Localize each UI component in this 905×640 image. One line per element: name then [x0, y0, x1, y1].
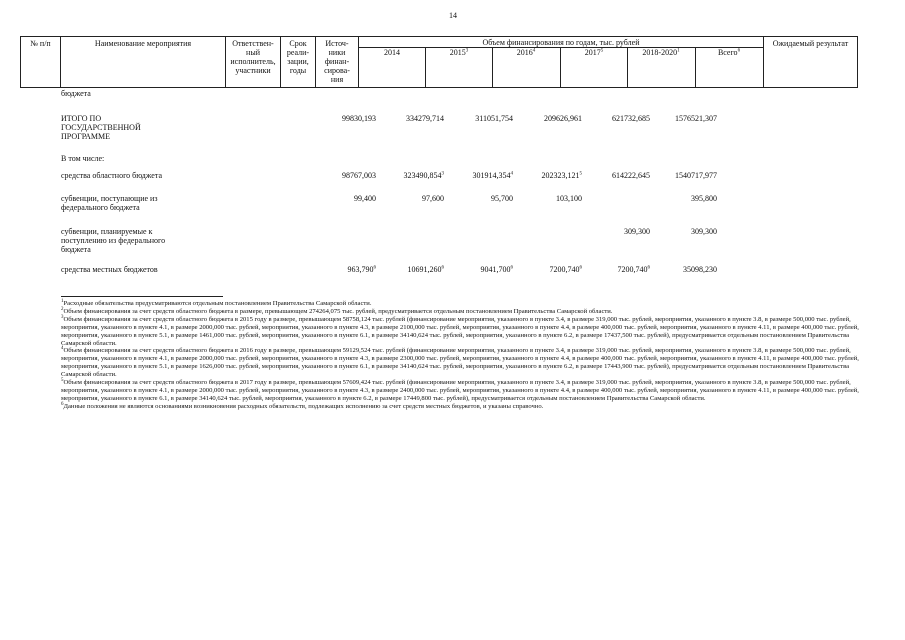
row-value: 10691,260$^6$: [407, 265, 444, 274]
header-year: 2018-2020$^1$: [642, 48, 680, 57]
header-term: Срок реали- зации, годы: [286, 39, 310, 75]
row-value: 97,600: [422, 194, 444, 203]
row-label: средства областного бюджета: [61, 171, 162, 180]
row-label: бюджета: [61, 89, 91, 98]
header-year: 2017$^5$: [584, 48, 604, 57]
row-value: 621732,685: [612, 114, 650, 123]
header-num: № п/п: [30, 39, 51, 48]
header-responsible: Ответствен- ный исполнитель, участники: [230, 39, 276, 75]
footnote-divider: [61, 296, 223, 297]
header-result: Ожидаемый результат: [772, 39, 849, 48]
row-value: 99830,193: [342, 114, 376, 123]
row-value: 395,800: [691, 194, 717, 203]
header-name: Наименование мероприятия: [94, 39, 192, 48]
header-year: 2014: [384, 48, 400, 57]
row-value: 334279,714: [406, 114, 444, 123]
row-value: 301914,354$^4$: [472, 171, 513, 180]
row-value: 209626,961: [544, 114, 582, 123]
row-value: 309,300: [691, 227, 717, 236]
row-value: 323490,854$^3$: [403, 171, 444, 180]
row-value: 35098,230: [683, 265, 717, 274]
row-label: В том числе:: [61, 154, 105, 163]
footnote: $^5$Объем финансирования за счет средств областного бюджета в 2017 году в размере, превышающем 57609,424 тыс. рублей (финансирование мероприятия, указанного в пункте 3.4, в размере 319,000 тыс. рублей, мероприятия, указанного в пункте 3.8, в размере 500,000 тыс. рублей, мероприятия, указанного в пункте 4.1, в размере 2000,000 тыс. рублей, мероприятия, указанного в пункте 4.3, в размере 2400,000 тыс. рублей, мероприятия, указанного в пункте 4.4, в размере 400,000 тыс. рублей, мероприятия, указанного в пункте 4.11, в размере 400,000 тыс. рублей, мероприятия, указанного в пункте 6.1, в размере 34140,624 тыс. рублей, мероприятия, указанного в пункте 6.2, в размере 17449,800 тыс. рублей), предусматривается отдельным постановлением Правительства Самарской области.: [61, 377, 859, 402]
row-value: 95,700: [491, 194, 513, 203]
row-value: 1576521,307: [675, 114, 717, 123]
row-label: ИТОГО ПО ГОСУДАРСТВЕННОЙ ПРОГРАММЕ: [61, 114, 141, 141]
row-value: 202323,121$^5$: [541, 171, 582, 180]
row-label: средства местных бюджетов: [61, 265, 158, 274]
header-year: Всего$^6$: [717, 48, 741, 57]
header-year: 2016$^4$: [516, 48, 536, 57]
row-label: субвенции, поступающие из федерального бюджета: [61, 194, 158, 212]
header-financing: Объем финансирования по годам, тыс. рублей: [482, 38, 640, 47]
row-value: 614222,645: [612, 171, 650, 180]
row-value: 9041,700$^6$: [480, 265, 513, 274]
header-sources: Источ- ники финан- сирова- ния: [324, 39, 350, 84]
footnote: $^2$Объем финансирования за счет средств областного бюджета в размере, превышающем 274264,075 тыс. рублей, предусматривается отдельным постановлением Правительства Самарской области.: [61, 306, 613, 315]
row-value: 7200,740$^6$: [549, 265, 582, 274]
row-value: 963,790$^6$: [347, 265, 376, 274]
row-value: 309,300: [624, 227, 650, 236]
footnote: $^6$Данные положения не являются основаниями возникновения расходных обязательств, подлежащих исполнению за счет средств местных бюджетов, и указаны справочно.: [61, 401, 544, 410]
row-value: 311051,754: [475, 114, 513, 123]
footnote: $^3$Объем финансирования за счет средств областного бюджета в 2015 году в размере, превышающем 58758,124 тыс. рублей (финансирование мероприятия, указанного в пункте 3.4, в размере 319,000 тыс. рублей, мероприятия, указанного в пункте 3.8, в размере 500,000 тыс. рублей, мероприятия, указанного в пункте 4.1, в размере 2000,000 тыс. рублей, мероприятия, указанного в пункте 4.3, в размере 2100,000 тыс. рублей, мероприятия, указанного в пункте 4.4, в размере 400,000 тыс. рублей, мероприятия, указанного в пункте 4.11, в размере 400,000 тыс. рублей, мероприятия, указанного в пункте 5.1, в размере 1461,000 тыс. рублей, мероприятия, указанного в пункте 6.1, в размере 34140,624 тыс. рублей, мероприятия, указанного в пункте 6.2, в размере 17437,500 тыс. рублей), предусматривается отдельным постановлением Правительства Самарской области.: [61, 314, 859, 347]
row-value: 103,100: [556, 194, 582, 203]
footnotes: [61, 300, 861, 411]
row-label: субвенции, планируемые к поступлению из федерального бюджета: [61, 227, 166, 254]
row-value: 7200,740$^6$: [617, 265, 650, 274]
footnote: $^4$Объем финансирования за счет средств областного бюджета в 2016 году в размере, превышающем 59129,524 тыс. рублей (финансирование мероприятия, указанного в пункте 3.4, в размере 319,000 тыс. рублей, мероприятия, указанного в пункте 3.8, в размере 500,000 тыс. рублей, мероприятия, указанного в пункте 4.1, в размере 2000,000 тыс. рублей, мероприятия, указанного в пункте 4.3, в размере 2300,000 тыс. рублей, мероприятия, указанного в пункте 4.4, в размере 400,000 тыс. рублей, мероприятия, указанного в пункте 4.11, в размере 400,000 тыс. рублей, мероприятия, указанного в пункте 5.1, в размере 1626,000 тыс. рублей, мероприятия, указанного в пункте 6.1, в размере 34140,624 тыс. рублей, мероприятия, указанного в пункте 6.2, в размере 17443,900 тыс. рублей), предусматривается отдельным постановлением Правительства Самарской области.: [61, 346, 859, 379]
row-value: 1540717,977: [675, 171, 717, 180]
footnote: $^1$Расходные обязательства предусматриваются отдельным постановлением Правительства Самарской области.: [61, 298, 372, 307]
row-value: 99,400: [354, 194, 376, 203]
header-year: 2015$^3$: [449, 48, 469, 57]
page-number: 14: [449, 11, 457, 20]
row-value: 98767,003: [342, 171, 376, 180]
table-header: [20, 36, 858, 88]
